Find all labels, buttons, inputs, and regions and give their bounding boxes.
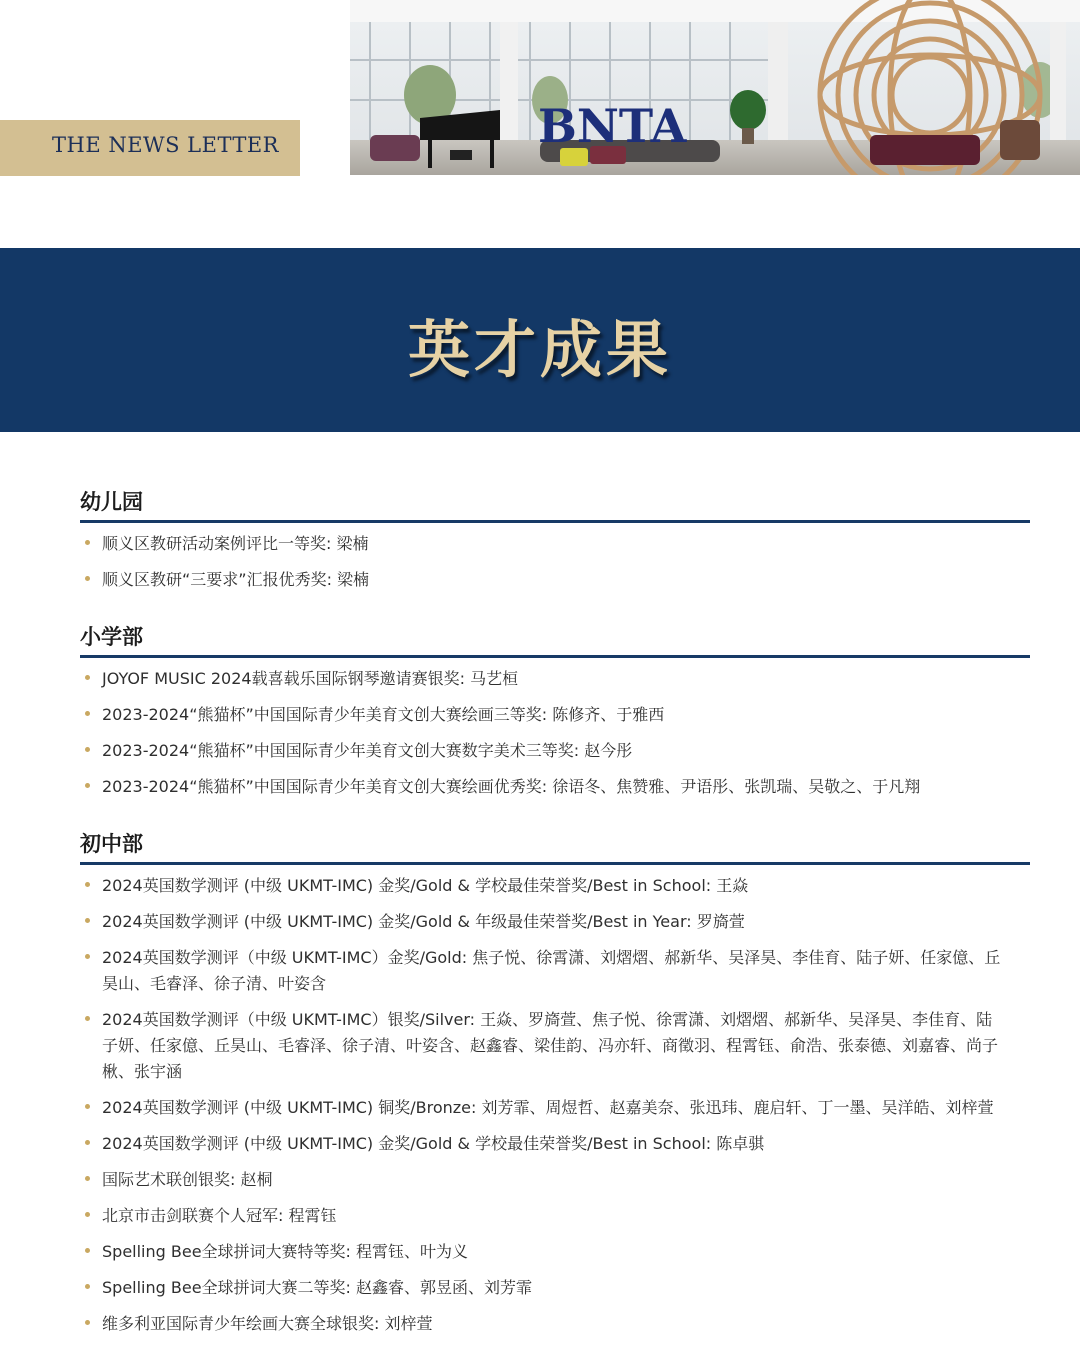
list-item xyxy=(80,909,1002,935)
item-text: 国际艺术联创银奖: 赵桐 xyxy=(102,1170,273,1189)
banner-title: 英才成果 xyxy=(407,313,672,386)
school-sign: BNTA xyxy=(538,99,687,153)
list-item xyxy=(80,873,1002,899)
content xyxy=(80,472,1030,1351)
bullet-icon xyxy=(85,918,90,923)
section-middle-school xyxy=(80,814,1030,1337)
list-item xyxy=(80,1239,1002,1265)
bullet-icon xyxy=(85,747,90,752)
bullet-icon xyxy=(85,1104,90,1109)
list-item xyxy=(80,738,1002,764)
bullet-icon xyxy=(85,1212,90,1217)
list-item xyxy=(80,567,1002,593)
bullet-icon xyxy=(85,1320,90,1325)
list-item xyxy=(80,1203,1002,1229)
item-text: 2024英国数学测评（中级 UKMT-IMC）金奖/Gold: 焦子悦、徐霄潇、刘熠熠、郝新华、吴泽昊、李佳育、陆子妍、任家億、丘昊山、毛睿泽、徐子清、叶姿含 xyxy=(102,948,1001,993)
item-text: 顺义区教研“三要求”汇报优秀奖: 梁楠 xyxy=(102,570,370,589)
item-text: JOYOF MUSIC 2024载喜载乐国际钢琴邀请赛银奖: 马艺桓 xyxy=(102,669,519,688)
list-item xyxy=(80,1131,1002,1157)
item-text: 2023-2024“熊猫杯”中国国际青少年美育文创大赛数字美术三等奖: 赵今彤 xyxy=(102,741,633,760)
list-item xyxy=(80,945,1002,997)
item-text: 2024英国数学测评（中级 UKMT-IMC）银奖/Silver: 王焱、罗旖萱、焦子悦、徐霄潇、刘熠熠、郝新华、吴泽昊、李佳育、陆子妍、任家億、丘昊山、毛睿泽、徐子清、叶姿含、赵鑫睿、梁佳韵、冯亦轩、商徵羽、程霄钰、俞浩、张泰德、刘嘉睿、尚子楸、张宇涵 xyxy=(102,1010,999,1081)
bullet-icon xyxy=(85,1176,90,1181)
section-divider xyxy=(80,655,1030,658)
item-text: 2024英国数学测评 (中级 UKMT-IMC) 铜奖/Bronze: 刘芳霏、周煜哲、赵嘉美奈、张迅玮、鹿启轩、丁一墨、吴洋皓、刘梓萱 xyxy=(102,1098,994,1117)
bullet-icon xyxy=(85,711,90,716)
newsletter-ribbon xyxy=(0,120,300,176)
section-divider xyxy=(80,520,1030,523)
section-kindergarten xyxy=(80,472,1030,593)
item-text: 2024英国数学测评 (中级 UKMT-IMC) 金奖/Gold & 学校最佳荣誉奖/Best in School: 陈卓骐 xyxy=(102,1134,765,1153)
list-item xyxy=(80,1275,1002,1301)
list-item xyxy=(80,531,1002,557)
item-text: Spelling Bee全球拼词大赛特等奖: 程霄钰、叶为义 xyxy=(102,1242,469,1261)
newsletter-label: THE NEWS LETTER xyxy=(52,133,279,157)
bullet-icon xyxy=(85,1284,90,1289)
bullet-icon xyxy=(85,1140,90,1145)
item-text: 2024英国数学测评 (中级 UKMT-IMC) 金奖/Gold & 学校最佳荣誉奖/Best in School: 王焱 xyxy=(102,876,749,895)
bullet-icon xyxy=(85,540,90,545)
list-item xyxy=(80,1007,1002,1085)
item-text: 维多利亚国际青少年绘画大赛全球银奖: 刘梓萱 xyxy=(102,1314,433,1333)
item-text: 顺义区教研活动案例评比一等奖: 梁楠 xyxy=(102,534,369,553)
section-title: 初中部 xyxy=(80,832,143,856)
item-text: Spelling Bee全球拼词大赛二等奖: 赵鑫睿、郭昱函、刘芳霏 xyxy=(102,1278,533,1297)
item-text: 北京市击剑联赛个人冠军: 程霄钰 xyxy=(102,1206,337,1225)
bullet-icon xyxy=(85,1248,90,1253)
list-item xyxy=(80,1167,1002,1193)
title-banner xyxy=(0,248,1080,432)
item-text: 2023-2024“熊猫杯”中国国际青少年美育文创大赛绘画优秀奖: 徐语冬、焦赞雅、尹语彤、张凯瑞、吴敬之、于凡翔 xyxy=(102,777,921,796)
bullet-icon xyxy=(85,675,90,680)
bullet-icon xyxy=(85,882,90,887)
list-item xyxy=(80,774,1002,800)
list-item xyxy=(80,1311,1002,1337)
list-item xyxy=(80,1095,1002,1121)
bullet-icon xyxy=(85,783,90,788)
bullet-icon xyxy=(85,954,90,959)
section-title: 幼儿园 xyxy=(80,490,143,514)
bullet-icon xyxy=(85,1016,90,1021)
list-item xyxy=(80,702,1002,728)
hero-photo xyxy=(350,0,1080,175)
section-title: 小学部 xyxy=(80,625,143,649)
section-primary xyxy=(80,607,1030,800)
item-text: 2024英国数学测评 (中级 UKMT-IMC) 金奖/Gold & 年级最佳荣誉奖/Best in Year: 罗旖萱 xyxy=(102,912,745,931)
list-item xyxy=(80,666,1002,692)
section-divider xyxy=(80,862,1030,865)
item-text: 2023-2024“熊猫杯”中国国际青少年美育文创大赛绘画三等奖: 陈修齐、于雅西 xyxy=(102,705,665,724)
bullet-icon xyxy=(85,576,90,581)
